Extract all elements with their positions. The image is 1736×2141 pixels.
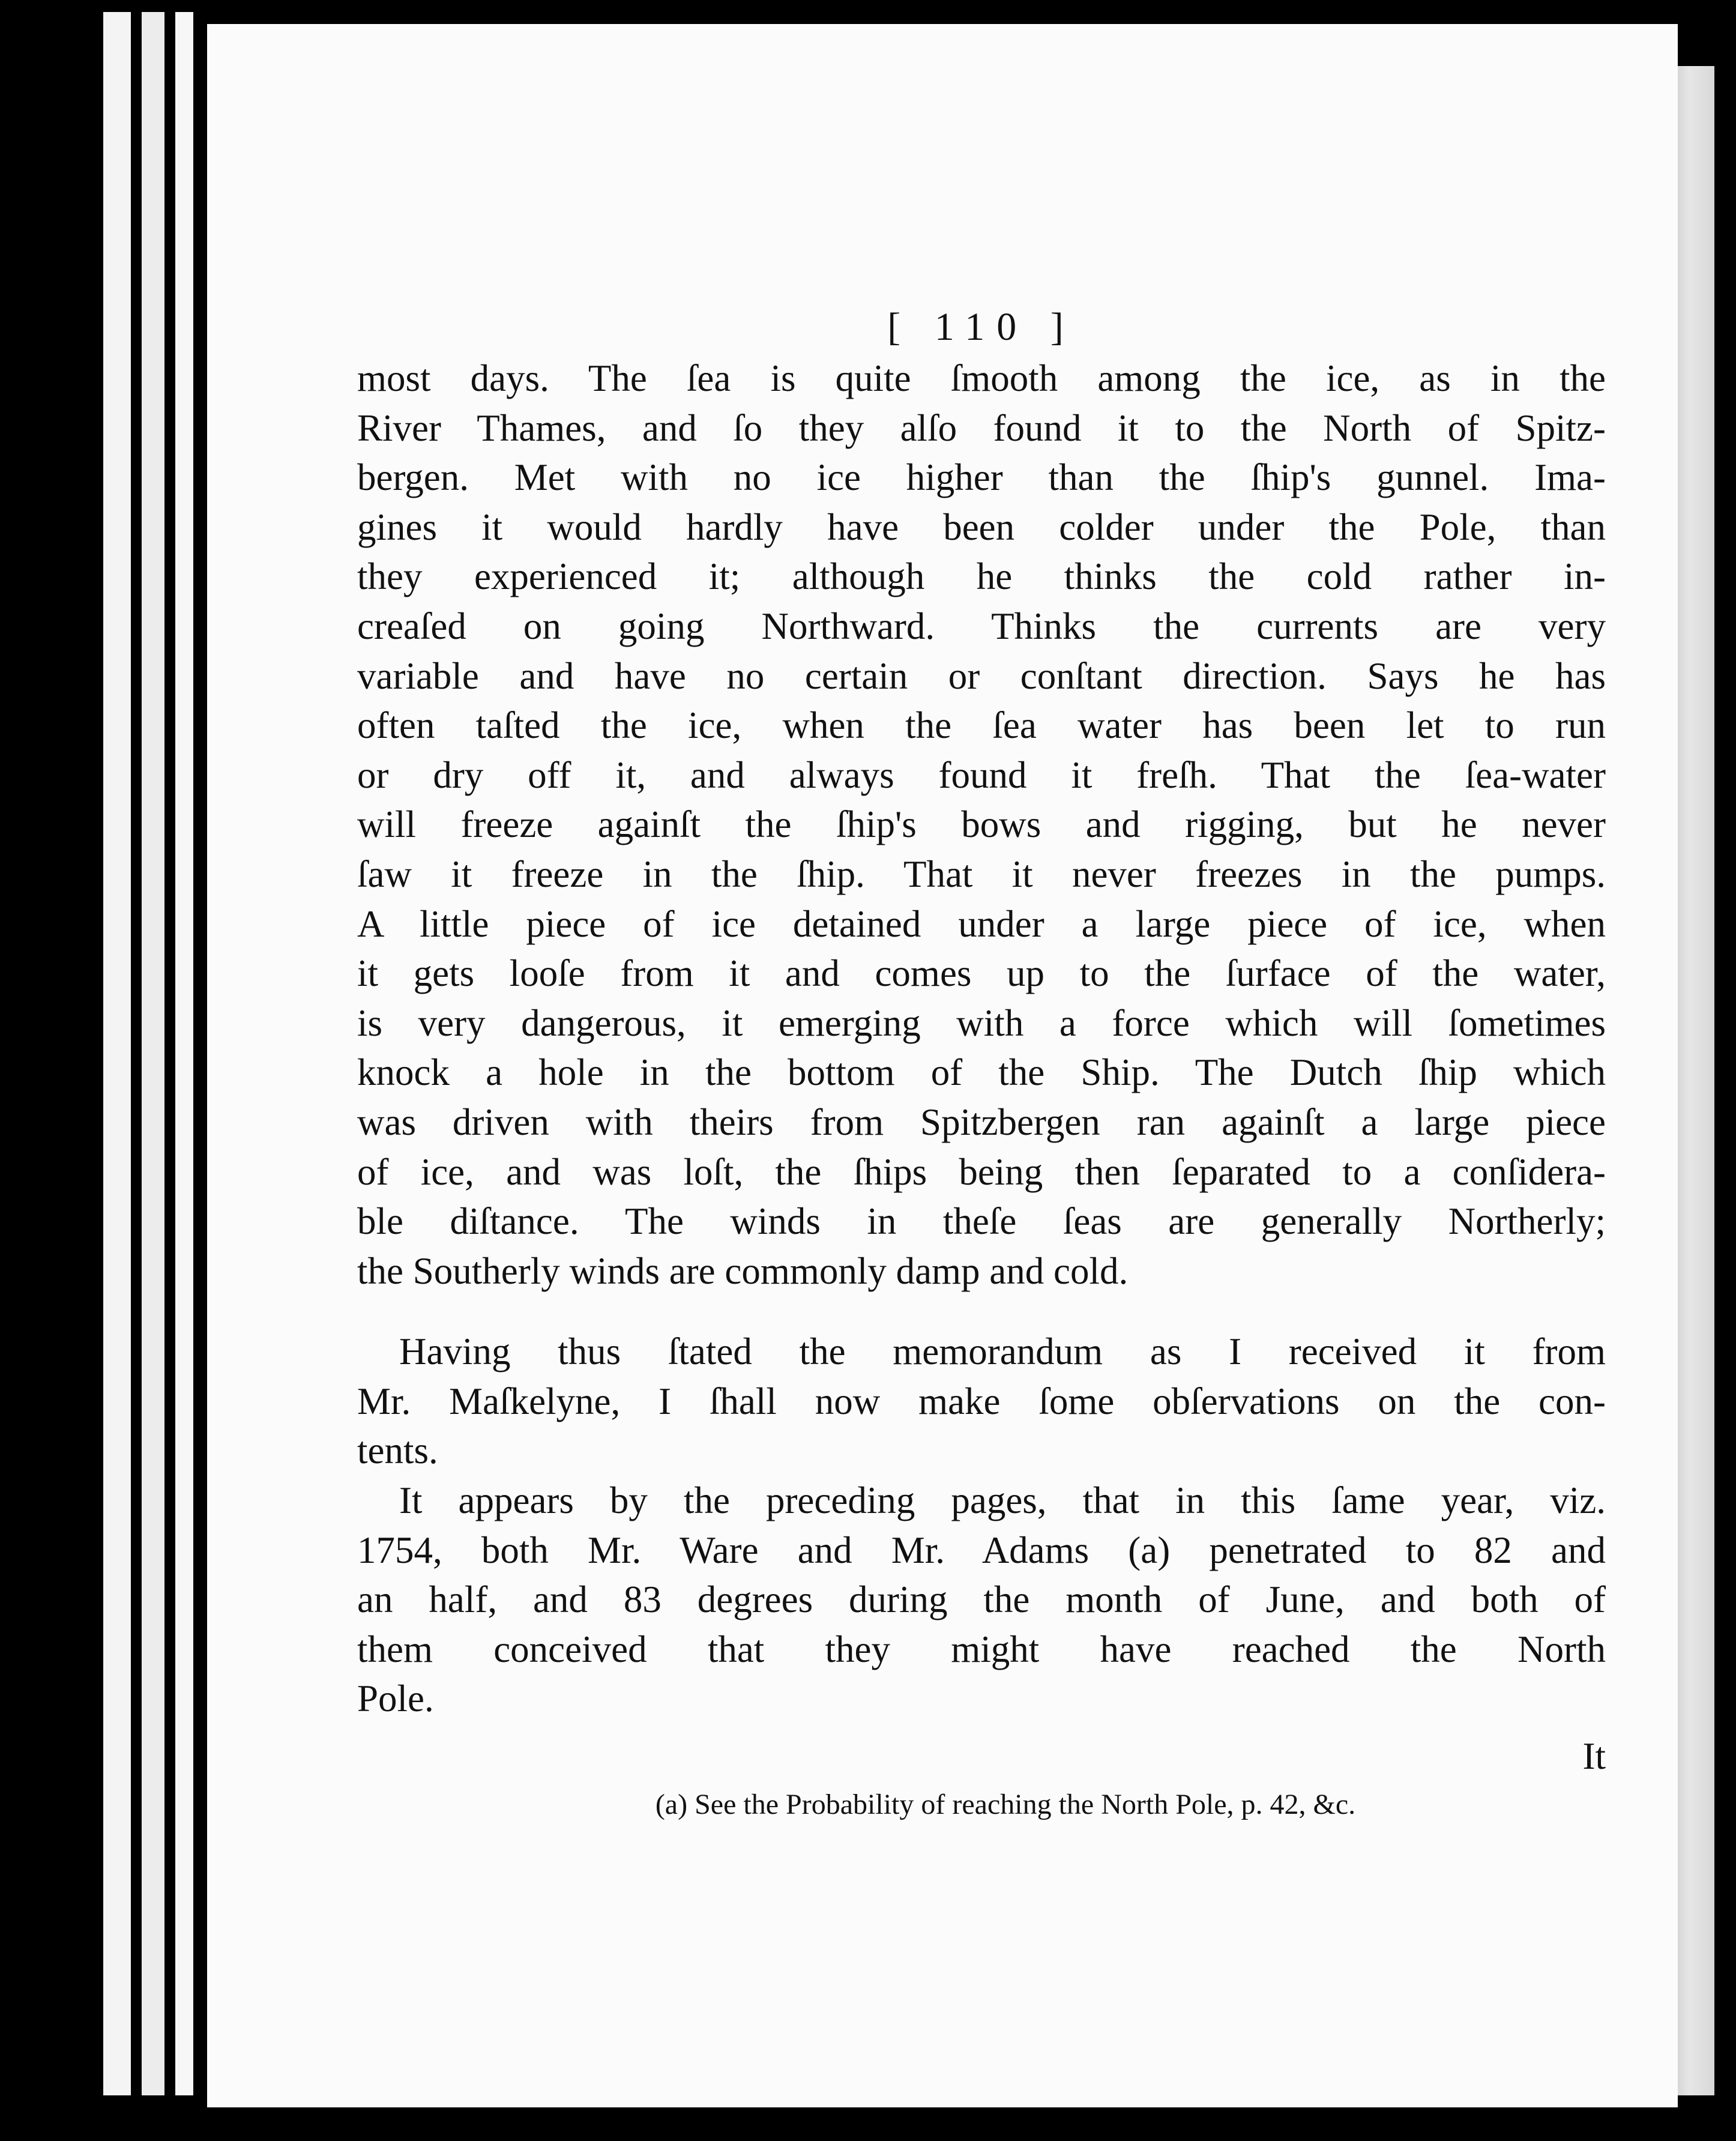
text-line: them conceived that they might have reached the North [357,1628,1606,1670]
text-line: it gets looſe from it and comes up to the ſurface of the water, [357,952,1606,995]
text-line: was driven with theirs from Spitzbergen ran againſt a large piece [357,1101,1606,1143]
text-line: the Southerly winds are commonly damp and cold. [357,1249,1129,1292]
text-line: River Thames, and ſo they alſo found it to the North of Spitz- [357,406,1606,449]
footnote: (a) See the Probability of reaching the North Pole, p. 42, &c. [655,1789,1356,1821]
text-line: most days. The ſea is quite ſmooth among the ice, as in the [357,357,1606,399]
paragraph [357,1327,1606,1476]
text-line: tents. [357,1430,438,1472]
text-line: is very dangerous, it emerging with a force which will ſometimes [357,1001,1606,1044]
text-line: an half, and 83 degrees during the month of June, and both of [357,1578,1606,1621]
paragraph [357,354,1606,1296]
catchword: It [1582,1735,1606,1778]
text-line: ble diſtance. The winds in theſe ſeas are generally Northerly; [357,1200,1606,1243]
right-page-edge [1672,66,1714,2095]
text-line: A little piece of ice detained under a large piece of ice, when [357,902,1606,945]
text-line: Having thus ſtated the memorandum as I received it from [399,1330,1606,1373]
text-line: will freeze againſt the ſhip's bows and rigging, but he never [357,803,1606,846]
paragraph [357,1476,1606,1724]
page-text-block [357,303,1606,1826]
text-line: ſaw it freeze in the ſhip. That it never freezes in the pumps. [357,853,1606,895]
binding-edge-strip [175,12,193,2095]
binding-edge-strip [103,12,131,2095]
text-line: variable and have no certain or conſtant direction. Says he has [357,654,1606,697]
text-line: It appears by the preceding pages, that in this ſame year, viz. [399,1479,1606,1522]
text-line: often taſted the ice, when the ſea water has been let to run [357,704,1606,747]
binding-edge-strip [142,12,164,2095]
page-number: [ 110 ] [887,305,1076,349]
text-line: bergen. Met with no ice higher than the ſhip's gunnel. Ima- [357,456,1606,499]
text-line: Mr. Maſkelyne, I ſhall now make ſome obſervations on the con- [357,1380,1606,1422]
text-line: Pole. [357,1677,434,1720]
text-line: creaſed on going Northward. Thinks the currents are very [357,605,1606,647]
text-line: of ice, and was loſt, the ſhips being then ſeparated to a conſidera- [357,1150,1606,1193]
text-line: 1754, both Mr. Ware and Mr. Adams (a) penetrated to 82 and [357,1529,1606,1571]
text-line: or dry off it, and always found it freſh. That the ſea-water [357,753,1606,796]
text-line: they experienced it; although he thinks the cold rather in- [357,555,1606,598]
text-line: gines it would hardly have been colder under the Pole, than [357,506,1606,548]
text-line: knock a hole in the bottom of the Ship. The Dutch ſhip which [357,1051,1606,1094]
